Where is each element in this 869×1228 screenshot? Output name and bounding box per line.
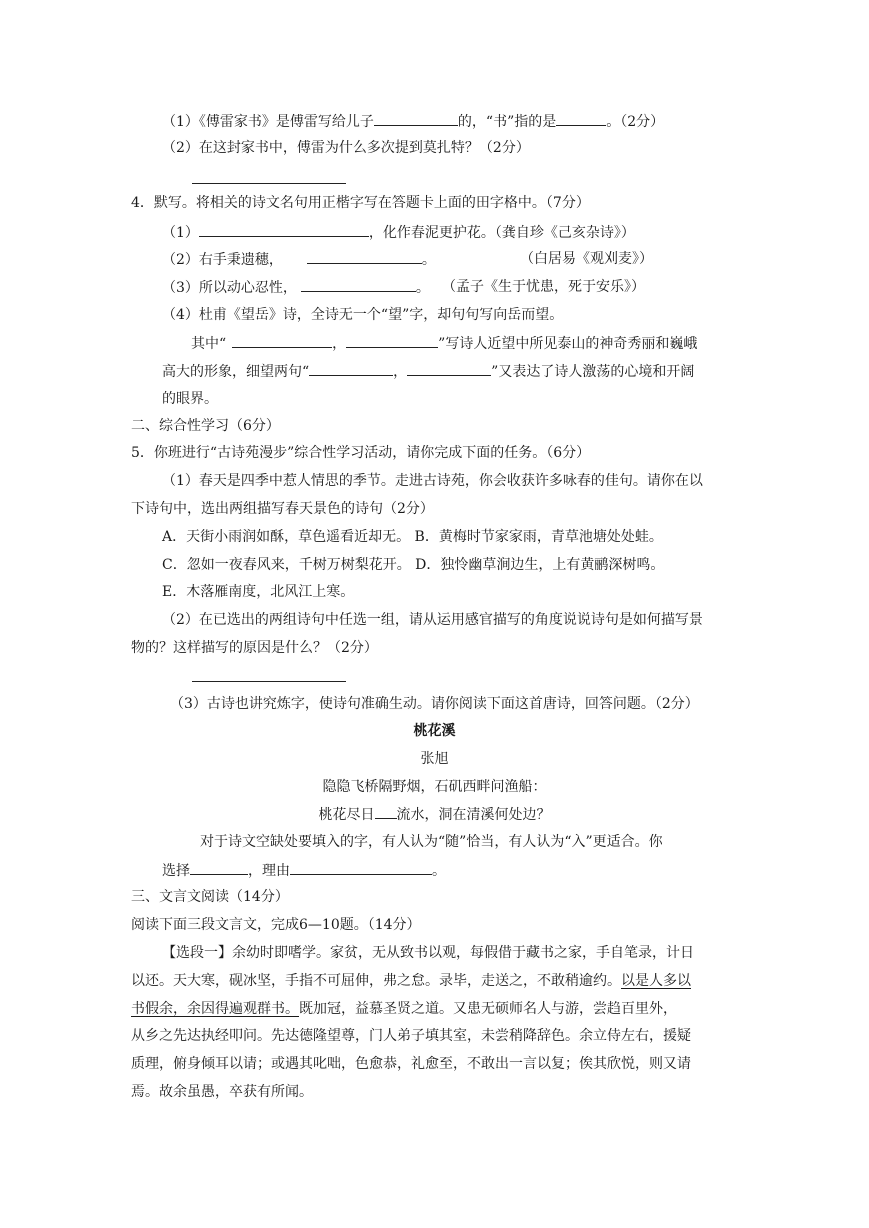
- answer-blank[interactable]: [375, 804, 397, 819]
- q5-sub2-line2: 物的？这样描写的原因是什么？（2分）: [131, 640, 378, 656]
- section-3-title: 三、文言文阅读（14分）: [131, 889, 289, 905]
- q4-item-4-text: 高大的形象，细望两句“: [162, 364, 310, 380]
- q4-item-2-post: 。: [421, 252, 436, 268]
- q5-sub3-answer-line1: 对于诗文空缺处要填入的字，有人认为“随”恰当，有人认为“入”更适合。你: [200, 834, 663, 850]
- passage-line-6: 焉。故余虽愚，卒获有所闻。: [131, 1084, 313, 1100]
- passage-line-3: [131, 999, 677, 1019]
- answer-text: 。: [432, 863, 446, 879]
- poem-author: 张旭: [420, 751, 449, 767]
- passage-line-5: 质理，俯身倾耳以请；或遇其叱咄，色愈恭，礼愈至，不敢出一言以复；俟其欣悦，则又请: [131, 1056, 691, 1072]
- answer-blank[interactable]: [290, 860, 432, 875]
- q4-item-4-line3: [162, 361, 694, 382]
- q4-item-3-pre: （3）所以动心忍性，: [162, 280, 297, 296]
- q3-sub1-text-3: 。（2分）: [606, 114, 665, 130]
- poem-line-2-text: 流水，洞在清溪何处边？: [396, 807, 551, 823]
- q4-item-4-line2: [191, 333, 697, 354]
- passage-text: 以还。天大寒，砚冰坚，手指不可屈伸，弗之怠。录毕，走送之，不敢稍逾约。: [131, 973, 621, 989]
- answer-text: 选择: [162, 863, 190, 879]
- answer-blank[interactable]: [407, 361, 491, 376]
- q4-item-2-source: （白居易《观刈麦》）: [520, 251, 653, 267]
- q3-sub2: （2）在这封家书中，傅雷为什么多次提到莫扎特？（2分）: [162, 140, 530, 156]
- q4-item-4-text: ，: [332, 336, 347, 352]
- q4-item-3-post: 。: [415, 280, 430, 296]
- q5-sub3: （3）古诗也讲究炼字，使诗句准确生动。请你阅读下面这首唐诗，回答问题。（2分）: [170, 696, 699, 712]
- poem-line-2-text: 桃花尽日: [318, 807, 375, 823]
- answer-line[interactable]: [192, 183, 346, 184]
- q5-sub1-line2: 下诗句中，选出两组描写春天景色的诗句（2分）: [131, 501, 434, 517]
- answer-text: ，理由: [248, 863, 290, 879]
- passage-line-2: [131, 971, 691, 991]
- answer-blank[interactable]: [232, 333, 332, 348]
- q4-item-2: [162, 249, 436, 270]
- q4-item-3-source: （孟子《生于忧患，死于安乐》）: [442, 279, 645, 295]
- answer-blank[interactable]: [309, 361, 393, 376]
- answer-blank[interactable]: [190, 860, 248, 875]
- q5-sub3-answer-line2: [162, 860, 446, 881]
- q4-item-3: [162, 277, 430, 298]
- passage-underlined-text: 以是人多以: [621, 973, 691, 989]
- q5-sub1-line1: （1）春天是四季中惹人情思的季节。走进古诗苑，你会收获许多咏春的佳句。请你在以: [162, 473, 703, 489]
- section-3-intro: 阅读下面三段文言文，完成6—10题。（14分）: [131, 917, 421, 933]
- q4-item-4-text: ”写诗人近望中所见泰山的神奇秀丽和巍峨: [438, 336, 698, 352]
- q4-item-1-pre: （1）: [162, 225, 199, 241]
- q4-item-4-text: 其中“: [191, 336, 227, 352]
- answer-blank[interactable]: [301, 277, 416, 292]
- q4-title: 4．默写。将相关的诗文名句用正楷字写在答题卡上面的田字格中。（7分）: [131, 195, 590, 211]
- q5-title: 5．你班进行“古诗苑漫步”综合性学习活动，请你完成下面的任务。（6分）: [131, 445, 591, 461]
- q3-sub1: [162, 111, 664, 132]
- passage-line-4: 从乡之先达执经叩问。先达德隆望尊，门人弟子填其室，未尝稍降辞色。余立侍左右，援疑: [131, 1028, 691, 1044]
- answer-line[interactable]: [192, 681, 346, 682]
- poem-title: 桃花溪: [413, 723, 456, 739]
- poem-line-2: [0, 804, 869, 825]
- answer-blank[interactable]: [199, 222, 369, 237]
- answer-blank[interactable]: [374, 111, 458, 126]
- q5-options-row-3: E．木落雁南度，北风江上寒。: [162, 584, 355, 600]
- q3-sub1-text-1: （1）《傅雷家书》是傅雷写给儿子: [162, 114, 374, 130]
- q3-sub1-text-2: 的，“书”指的是: [457, 114, 557, 130]
- q5-sub2-line1: （2）在已选出的两组诗句中任选一组，请从运用感官描写的角度说说诗句是如何描写景: [162, 612, 703, 628]
- answer-blank[interactable]: [556, 111, 606, 126]
- q4-item-4-line1: （4）杜甫《望岳》诗，全诗无一个“望”字，却句句写向岳而望。: [162, 307, 564, 323]
- q4-item-4-text: ，: [393, 364, 408, 380]
- q4-item-1: [162, 222, 635, 243]
- passage-underlined-text: 书假余，余因得遍观群书。: [131, 1001, 299, 1017]
- q5-options-row-2: C．忽如一夜春风来，千树万树梨花开。 D．独怜幽草涧边生，上有黄鹂深树鸣。: [162, 557, 665, 573]
- passage-text: 既加冠，益慕圣贤之道。又患无硕师名人与游，尝趋百里外，: [299, 1001, 677, 1017]
- section-2-title: 二、综合性学习（6分）: [131, 418, 280, 434]
- q5-options-row-1: A．天街小雨润如酥，草色遥看近却无。 B．黄梅时节家家雨，青草池塘处处蛙。: [162, 529, 663, 545]
- answer-blank[interactable]: [346, 333, 438, 348]
- q4-item-2-pre: （2）右手秉遗穗，: [162, 252, 283, 268]
- q4-item-4-text: ”又表达了诗人激荡的心境和开阔: [491, 364, 695, 380]
- answer-blank[interactable]: [307, 249, 422, 264]
- poem-line-1: 隐隐飞桥隔野烟，石矶西畔问渔船：: [322, 779, 547, 795]
- q4-item-4-line4: 的眼界。: [162, 391, 218, 407]
- q4-item-1-post: ，化作春泥更护花。（龚自珍《己亥杂诗》）: [368, 225, 635, 241]
- passage-line-1: 【选段一】余幼时即嗜学。家贫，无从致书以观，每假借于藏书之家，手自笔录，计日: [162, 945, 694, 961]
